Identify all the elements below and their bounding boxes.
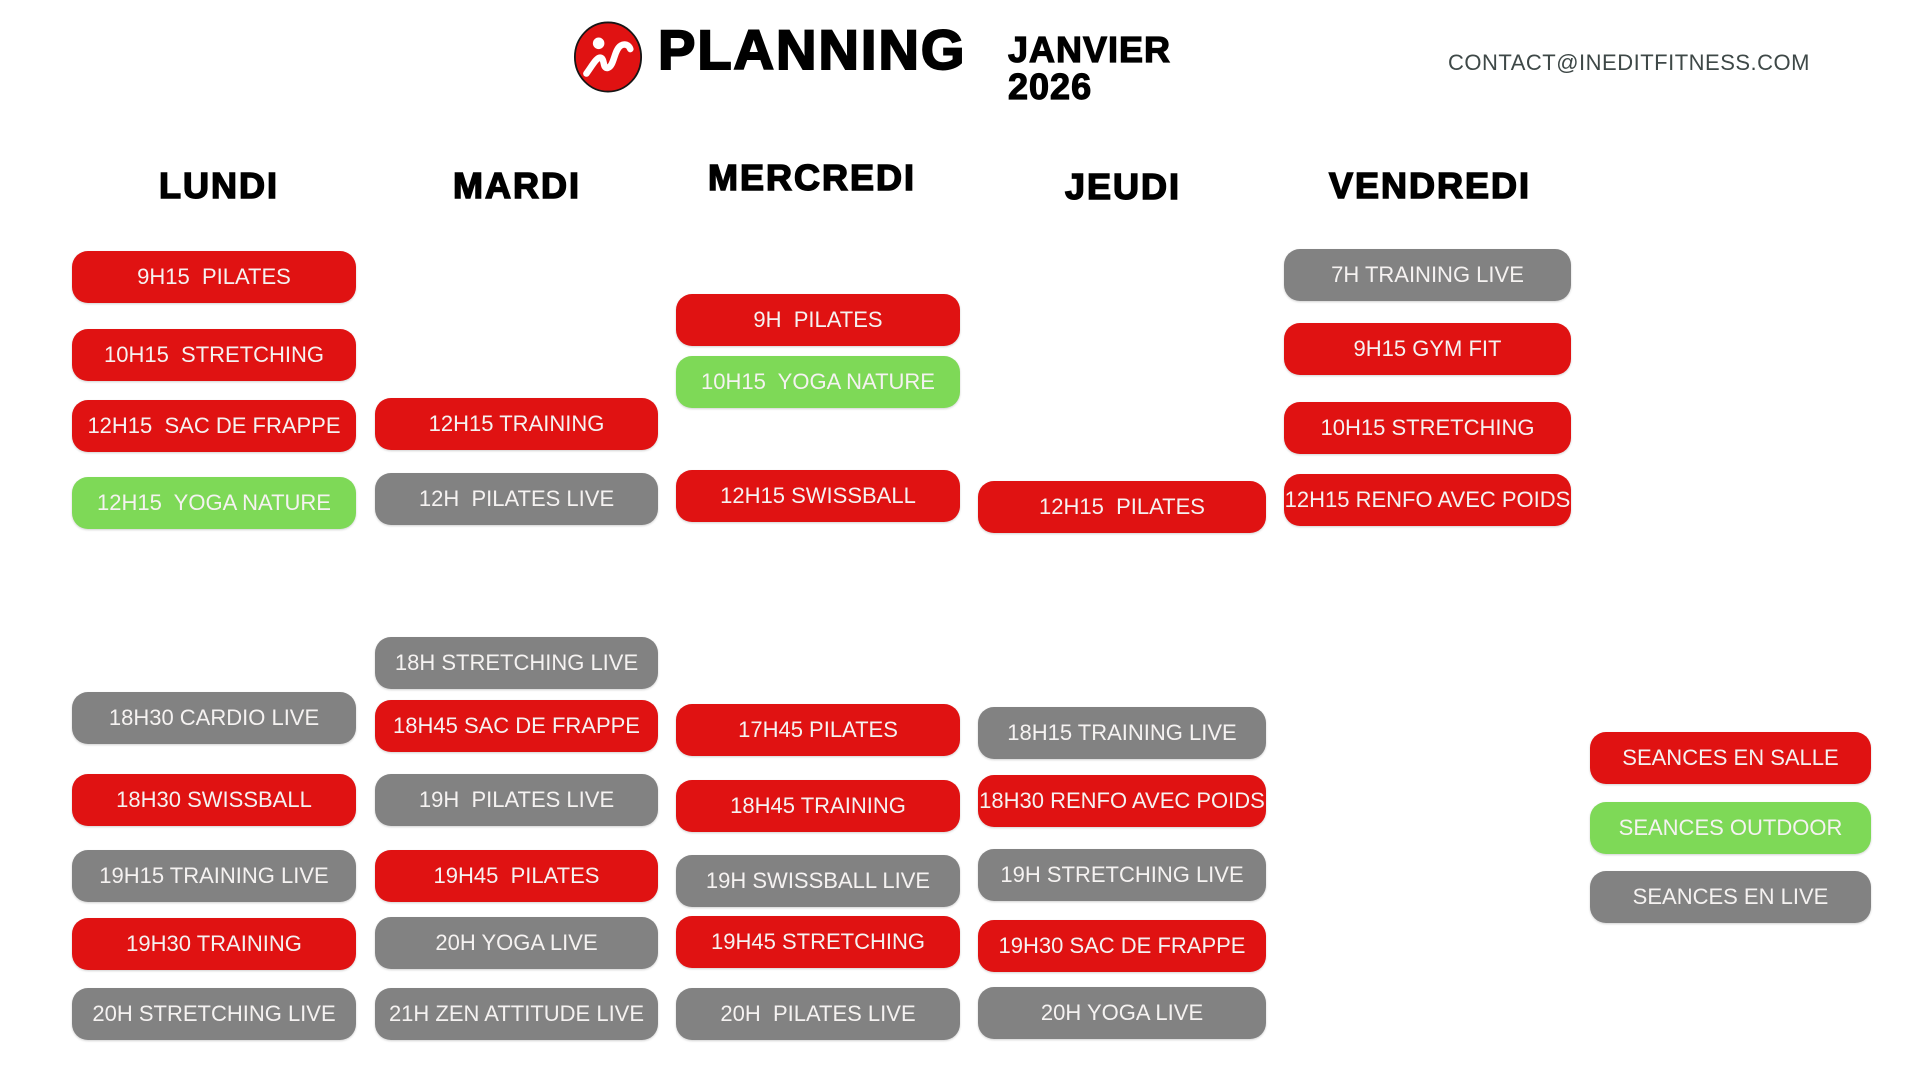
class-pill: 18H30 RENFO AVEC POIDS [978,775,1266,827]
class-pill: 20H YOGA LIVE [375,917,658,969]
class-pill: 19H30 TRAINING [72,918,356,970]
class-pill: 18H30 SWISSBALL [72,774,356,826]
day-header-vendredi: VENDREDI [1328,165,1532,206]
class-pill: 12H15 YOGA NATURE [72,477,356,529]
class-pill: 12H15 SWISSBALL [676,470,960,522]
class-pill: 9H15 PILATES [72,251,356,303]
class-pill: 19H15 TRAINING LIVE [72,850,356,902]
day-header-mercredi: MERCREDI [707,157,917,198]
contact-email: CONTACT@INEDITFITNESS.COM [1448,50,1810,75]
year: 2026 [1008,66,1093,107]
class-pill: 18H15 TRAINING LIVE [978,707,1266,759]
day-header-lundi: LUNDI [159,165,279,206]
class-pill: 17H45 PILATES [676,704,960,756]
class-pill: 12H15 SAC DE FRAPPE [72,400,356,452]
class-pill: 18H STRETCHING LIVE [375,637,658,689]
page-title: PLANNING [658,18,967,81]
class-pill: 19H45 PILATES [375,850,658,902]
day-header-mardi: MARDI [453,165,581,206]
class-pill: 19H STRETCHING LIVE [978,849,1266,901]
class-pill: 19H45 STRETCHING [676,916,960,968]
class-pill: 18H30 CARDIO LIVE [72,692,356,744]
class-pill: 20H STRETCHING LIVE [72,988,356,1040]
class-pill: 9H15 GYM FIT [1284,323,1571,375]
legend-seances-outdoor: SEANCES OUTDOOR [1590,802,1871,854]
month-name: JANVIER [1008,29,1172,70]
month-label [1008,31,1171,105]
class-pill: 20H PILATES LIVE [676,988,960,1040]
class-pill: 18H45 SAC DE FRAPPE [375,700,658,752]
class-pill: 20H YOGA LIVE [978,987,1266,1039]
class-pill: 19H SWISSBALL LIVE [676,855,960,907]
legend-seances-en-salle: SEANCES EN SALLE [1590,732,1871,784]
inedit-fitness-logo-icon [572,21,644,93]
class-pill: 19H30 SAC DE FRAPPE [978,920,1266,972]
class-pill: 12H15 RENFO AVEC POIDS [1284,474,1571,526]
class-pill: 9H PILATES [676,294,960,346]
class-pill: 18H45 TRAINING [676,780,960,832]
class-pill: 10H15 YOGA NATURE [676,356,960,408]
class-pill: 21H ZEN ATTITUDE LIVE [375,988,658,1040]
class-pill: 12H15 TRAINING [375,398,658,450]
class-pill: 10H15 STRETCHING [72,329,356,381]
class-pill: 19H PILATES LIVE [375,774,658,826]
class-pill: 7H TRAINING LIVE [1284,249,1571,301]
class-pill: 12H15 PILATES [978,481,1266,533]
day-header-jeudi: JEUDI [1064,166,1182,207]
legend-seances-en-live: SEANCES EN LIVE [1590,871,1871,923]
class-pill: 12H PILATES LIVE [375,473,658,525]
class-pill: 10H15 STRETCHING [1284,402,1571,454]
